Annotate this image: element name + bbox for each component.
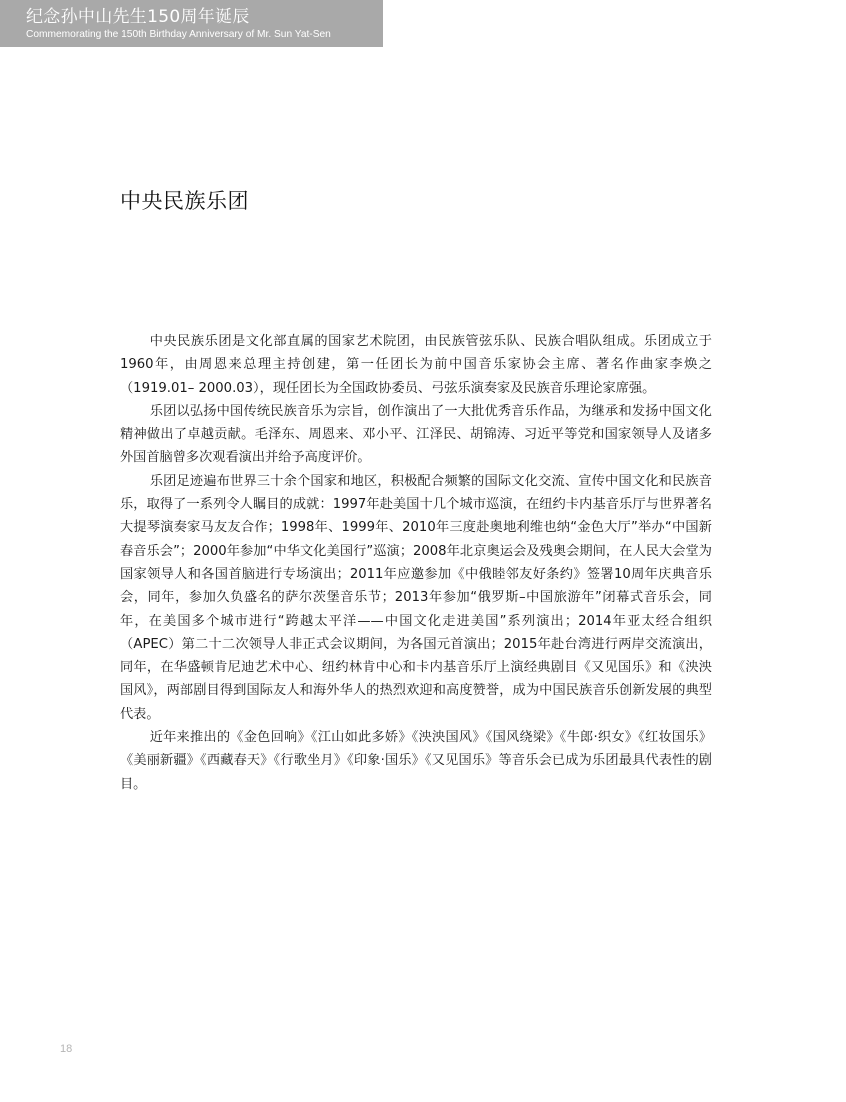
page-number: 18 (60, 1043, 73, 1055)
paragraph-intro: 中央民族乐团是文化部直属的国家艺术院团，由民族管弦乐队、民族合唱队组成。乐团成立于1960年，由周恩来总理主持创建，第一任团长为前中国音乐家协会主席、著名作曲家李焕之（1919.01– 2000.03），现任团长为全国政协委员、弓弦乐演奏家及民族音乐理论家席强。 (120, 334, 712, 396)
header-title: 纪念孙中山先生150周年诞辰 (26, 7, 250, 27)
header-subtitle: Commemorating the 150th Birthday Anniversary of Mr. Sun Yat-Sen (26, 29, 331, 40)
page-title: 中央民族乐团 (120, 189, 249, 213)
paragraph-repertoire: 近年来推出的《金色回响》《江山如此多娇》《泱泱国风》《国风绕梁》《牛郎·织女》《红妆国乐》《美丽新疆》《西藏春天》《行歌坐月》《印象·国乐》《又见国乐》等音乐会已成为乐团最具代表性的剧目。 (120, 730, 712, 792)
paragraph-mission: 乐团以弘扬中国传统民族音乐为宗旨，创作演出了一大批优秀音乐作品，为继承和发扬中国文化精神做出了卓越贡献。毛泽东、周恩来、邓小平、江泽民、胡锦涛、习近平等党和国家领导人及诸多外国首脑曾多次观看演出并给予高度评价。 (120, 403, 712, 466)
article-body (120, 330, 712, 796)
header-band (0, 0, 383, 47)
paragraph-achievements: 乐团足迹遍布世界三十余个国家和地区，积极配合频繁的国际文化交流、宣传中国文化和民族音乐，取得了一系列令人瞩目的成就：1997年赴美国十几个城市巡演，在纽约卡内基音乐厅与世界著名大提琴演奏家马友友合作；1998年、1999年、2010年三度赴奥地利维也纳“金色大厅”举办“中国新春音乐会”；2000年参加“中华文化美国行”巡演；2008年北京奥运会及残奥会期间，在人民大会堂为国家领导人和各国首脑进行专场演出；2011年应邀参加《中俄睦邻友好条约》签署10周年庆典音乐会，同年，参加久负盛名的萨尔茨堡音乐节；2013年参加“俄罗斯–中国旅游年”闭幕式音乐会，同年，在美国多个城市进行“跨越太平洋——中国文化走进美国”系列演出；2014年亚太经合组织（APEC）第二十二次领导人非正式会议期间，为各国元首演出；2015年赴台湾进行两岸交流演出，同年，在华盛顿肯尼迪艺术中心、纽约林肯中心和卡内基音乐厅上演经典剧目《又见国乐》和《泱泱国风》，两部剧目得到国际友人和海外华人的热烈欢迎和高度赞誉，成为中国民族音乐创新发展的典型代表。 (120, 473, 712, 722)
